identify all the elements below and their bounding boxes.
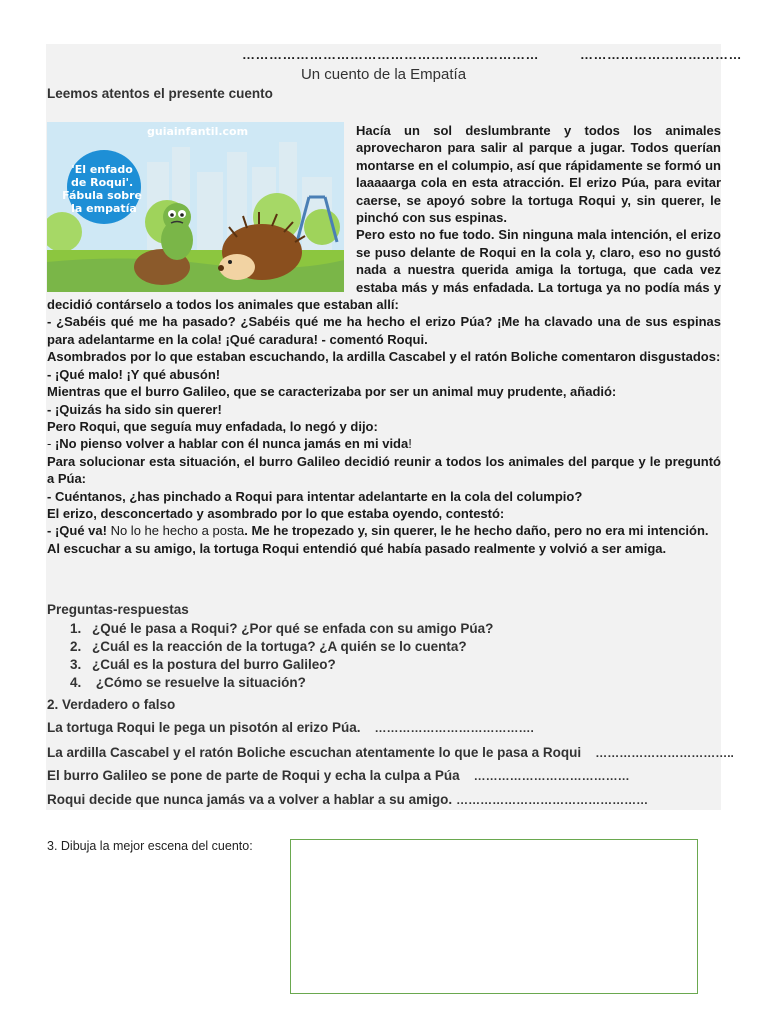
exclamation: ! [408,436,412,452]
park-scene-image [47,122,344,292]
story-paragraph-6: Mientras que el burro Galileo, que se caracterizaba por ser un animal muy prudente, añadió: [47,384,617,400]
svg-text:'El enfado de Roqui'. [62,163,146,215]
story-paragraph-11: - Cuéntanos, ¿has pinchado a Roqui para intentar adelantarte en la cola del columpio? [47,488,583,504]
story-paragraph-8: Pero Roqui, que seguía muy enfadada, lo negó y dijo: [47,418,378,434]
drawing-area[interactable] [290,839,698,994]
question-item: 3. ¿Cuál es la postura del burro Galileo? [70,657,336,672]
answer-blank[interactable]: …………………………………. [374,721,534,735]
badge-line-4: la empatía [71,202,137,215]
reply-start: - ¡Qué va! [47,523,111,539]
questions-list [70,620,493,692]
reply-end: . Me he tropezado y, sin querer, le he hecho daño, pero no era mi intención. [244,523,709,539]
story-paragraph-12: El erizo, desconcertado y asombrado por lo que estaba oyendo, contestó: [47,505,505,521]
story-paragraph-10: Para solucionar esta situación, el burro Galileo decidió reunir a todos los animales del parque y le preguntó a Púa: [47,453,721,487]
story-paragraph-13 [47,522,721,539]
name-date-line [242,47,742,63]
question-item: 4. ¿Cómo se resuelve la situación? [70,675,306,690]
story-paragraph-9 [47,435,721,452]
answer-blank[interactable]: …………………………….. [595,746,734,760]
tf-statement: La tortuga Roqui le pega un pisotón al erizo Púa. …………………………………. [47,720,534,735]
question-item: 1. ¿Qué le pasa a Roqui? ¿Por qué se enfada con su amigo Púa? [70,621,494,636]
questions-heading: Preguntas-respuestas [47,602,189,617]
answer-blank[interactable]: ………………………………………… [456,793,649,807]
story-paragraph-1: Hacía un sol deslumbrante y todos los animales aprovecharon para salir al parque a jugar. Todos querían montarse en el columpio, así que rápidamente se formó un laaaaarga cola en esta atracción. El erizo Púa, para evitar caerse, se apoyó sobre la tortuga Roqui y, sin querer, le pinchó con sus espinas. [356,123,721,226]
question-item: 2. ¿Cuál es la reacción de la tortuga? ¿A quién se lo cuenta? [70,639,467,654]
reply-plain: No lo he hecho a posta [110,523,245,539]
badge-line-1: 'El enfado [71,163,133,176]
badge-line-3: Fábula sobre [62,189,143,202]
story-paragraph-4: Asombrados por lo que estaban escuchando, la ardilla Cascabel y el ratón Boliche comentaron disgustados: [47,349,721,365]
date-blank[interactable]: ……………………………… [580,47,742,62]
story-text [47,122,721,557]
story-paragraph-7: - ¡Quizás ha sido sin querer! [47,401,222,417]
tf-statement: La ardilla Cascabel y el ratón Boliche escuchan atentamente lo que le pasa a Roqui …………………………….. [47,745,734,760]
watermark-text: guiainfantil.com [147,125,249,138]
tf-statement: Roqui decide que nunca jamás va a volver a hablar a su amigo. ………………………………………… [47,792,649,807]
tf-statement: El burro Galileo se pone de parte de Roqui y echa la culpa a Púa ………………………………… [47,768,630,783]
dash: - [47,436,55,452]
quote-text: ¡No pienso volver a hablar con él nunca jamás en mi vida [54,436,409,452]
story-paragraph-3: - ¿Sabéis qué me ha pasado? ¿Sabéis qué me ha hecho el erizo Púa? ¡Me ha clavado una de sus espinas para adelantarme en la cola! ¡Qué caradura! - comentó Roqui. [47,314,721,347]
story-paragraph-14: Al escuchar a su amigo, la tortuga Roqui entendió qué había pasado realmente y volvió a ser amiga. [47,540,667,556]
name-blank[interactable]: ………………………………………………………… [242,47,539,62]
story-paragraph-5: - ¡Qué malo! ¡Y qué abusón! [47,366,221,382]
answer-blank[interactable]: ………………………………… [473,769,630,783]
story-illustration [47,122,344,292]
page-title: Un cuento de la Empatía [300,66,467,83]
story-paragraph-2: Pero esto no fue todo. Sin ninguna mala intención, el erizo se puso delante de Roqui en la cola y, claro, eso no gustó nada a nuestra querida amiga la tortuga, que cada vez estaba más y más enfadada. La tortuga ya no podía más y decidió contárselo a todos los animales que estaban allí: [47,227,721,313]
badge-line-2: de Roqui'. [70,176,134,189]
true-false-heading: 2. Verdadero o falso [47,697,176,712]
instruction-lead: Leemos atentos el presente cuento [47,86,273,101]
drawing-instruction: 3. Dibuja la mejor escena del cuento: [47,839,253,853]
